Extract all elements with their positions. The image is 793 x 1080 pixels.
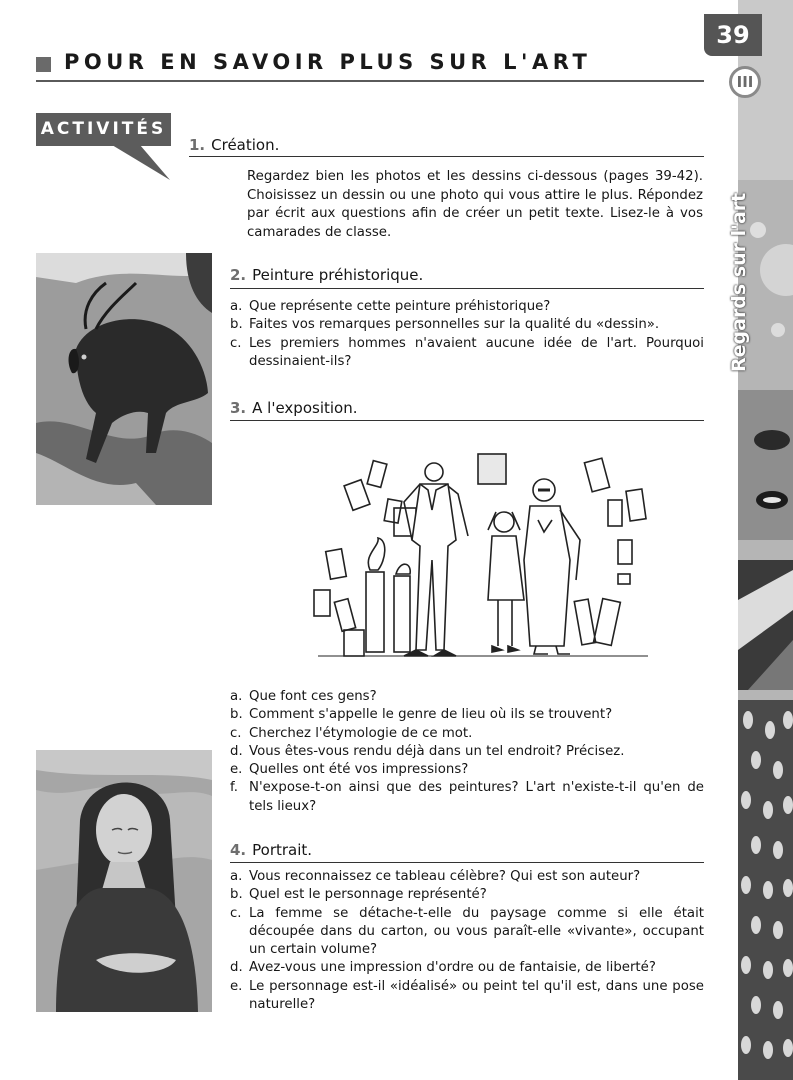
- header-square-bullet: [36, 57, 51, 72]
- item-letter: e.: [230, 978, 243, 994]
- list-item: [230, 335, 704, 372]
- section-number: 1.: [189, 136, 206, 154]
- item-text: Faites vos remarques personnelles sur la qualité du «dessin».: [249, 317, 660, 333]
- list-item: [230, 905, 704, 960]
- item-letter: c.: [230, 725, 242, 741]
- item-text: La femme se détache-t-elle du paysage comme si elle était découpée dans du carton, ou vous paraît-elle «vivante», occupant un certain volume?: [249, 905, 704, 958]
- item-letter: d.: [230, 743, 243, 759]
- list-item: [230, 743, 704, 761]
- list-item: [230, 779, 704, 816]
- section-4-questions: [230, 868, 704, 1014]
- section-title: Portrait.: [252, 841, 313, 859]
- activities-banner: ACTIVITÉS: [36, 113, 171, 146]
- list-item: [230, 959, 704, 977]
- section-title: Création.: [211, 136, 280, 154]
- prehistoric-painting-image: [36, 253, 212, 505]
- list-item: [230, 316, 704, 334]
- page-number: 39: [704, 14, 762, 56]
- item-letter: a.: [230, 689, 243, 704]
- section-2-questions: [230, 298, 704, 371]
- list-item: [230, 868, 704, 886]
- section-1-rule: [189, 156, 704, 157]
- item-letter: c.: [230, 335, 242, 351]
- section-number: 3.: [230, 399, 247, 417]
- section-number: 2.: [230, 266, 247, 284]
- item-text: Que représente cette peinture préhistorique?: [249, 299, 551, 314]
- item-text: Vous êtes-vous rendu déjà dans un tel endroit? Précisez.: [249, 743, 625, 759]
- item-letter: d.: [230, 960, 243, 976]
- section-3-rule: [230, 420, 704, 421]
- list-item: [230, 761, 704, 779]
- margin-decoration: [738, 0, 793, 1080]
- unit-label: Unité: [720, 112, 736, 155]
- section-title: A l'exposition.: [252, 399, 358, 417]
- section-2-header: [230, 266, 423, 284]
- list-item: [230, 706, 704, 724]
- unit-theme-label: Regards sur l'art: [728, 192, 750, 372]
- section-4-header: [230, 841, 312, 859]
- banner-tail: [112, 145, 172, 181]
- item-text: Quel est le personnage représenté?: [249, 887, 487, 903]
- item-letter: c.: [230, 905, 242, 921]
- item-text: Que font ces gens?: [249, 689, 377, 704]
- item-text: Cherchez l'étymologie de ce mot.: [249, 725, 473, 741]
- header-divider: [36, 80, 704, 82]
- page-title: POUR EN SAVOIR PLUS SUR L'ART: [64, 50, 592, 74]
- item-letter: b.: [230, 317, 243, 333]
- section-3-header: [230, 399, 358, 417]
- list-item: [230, 725, 704, 743]
- item-letter: e.: [230, 762, 243, 778]
- item-text: Vous reconnaissez ce tableau célèbre? Qui est son auteur?: [249, 869, 641, 884]
- item-text: Comment s'appelle le genre de lieu où ils se trouvent?: [249, 707, 613, 723]
- item-letter: a.: [230, 869, 243, 884]
- unit-badge: III: [729, 66, 761, 98]
- item-letter: a.: [230, 299, 243, 314]
- section-number: 4.: [230, 841, 247, 859]
- mona-lisa-portrait-image: [36, 750, 212, 1012]
- section-2-rule: [230, 288, 704, 289]
- item-letter: f.: [230, 780, 238, 796]
- item-text: Le personnage est-il «idéalisé» ou peint tel qu'il est, dans une pose naturelle?: [249, 978, 704, 1013]
- list-item: [230, 298, 704, 316]
- list-item: [230, 886, 704, 904]
- item-text: Les premiers hommes n'avaient aucune idée de l'art. Pourquoi dessinaient-ils?: [249, 335, 704, 369]
- item-text: Quelles ont été vos impressions?: [249, 762, 469, 778]
- section-3-questions: [230, 688, 704, 816]
- margin-strip: [738, 0, 793, 1080]
- section-1-instructions: Regardez bien les photos et les dessins ci-dessous (pages 39-42). Choisissez un dessin ou une photo qui vous attire le plus. Répondez par écrit aux questions afin de créer un petit texte. Lisez-le à vos camarades de classe.: [247, 169, 703, 240]
- item-text: Avez-vous une impression d'ordre ou de fantaisie, de liberté?: [249, 960, 656, 976]
- list-item: [230, 688, 704, 706]
- section-title: Peinture préhistorique.: [252, 266, 424, 284]
- section-1-header: [189, 136, 279, 154]
- item-text: N'expose-t-on ainsi que des peintures? L'art n'existe-t-il qu'en de tels lieux?: [249, 780, 704, 814]
- list-item: [230, 978, 704, 1015]
- item-letter: b.: [230, 707, 243, 723]
- section-4-rule: [230, 862, 704, 863]
- exhibition-drawing: [308, 450, 658, 664]
- item-letter: b.: [230, 887, 243, 903]
